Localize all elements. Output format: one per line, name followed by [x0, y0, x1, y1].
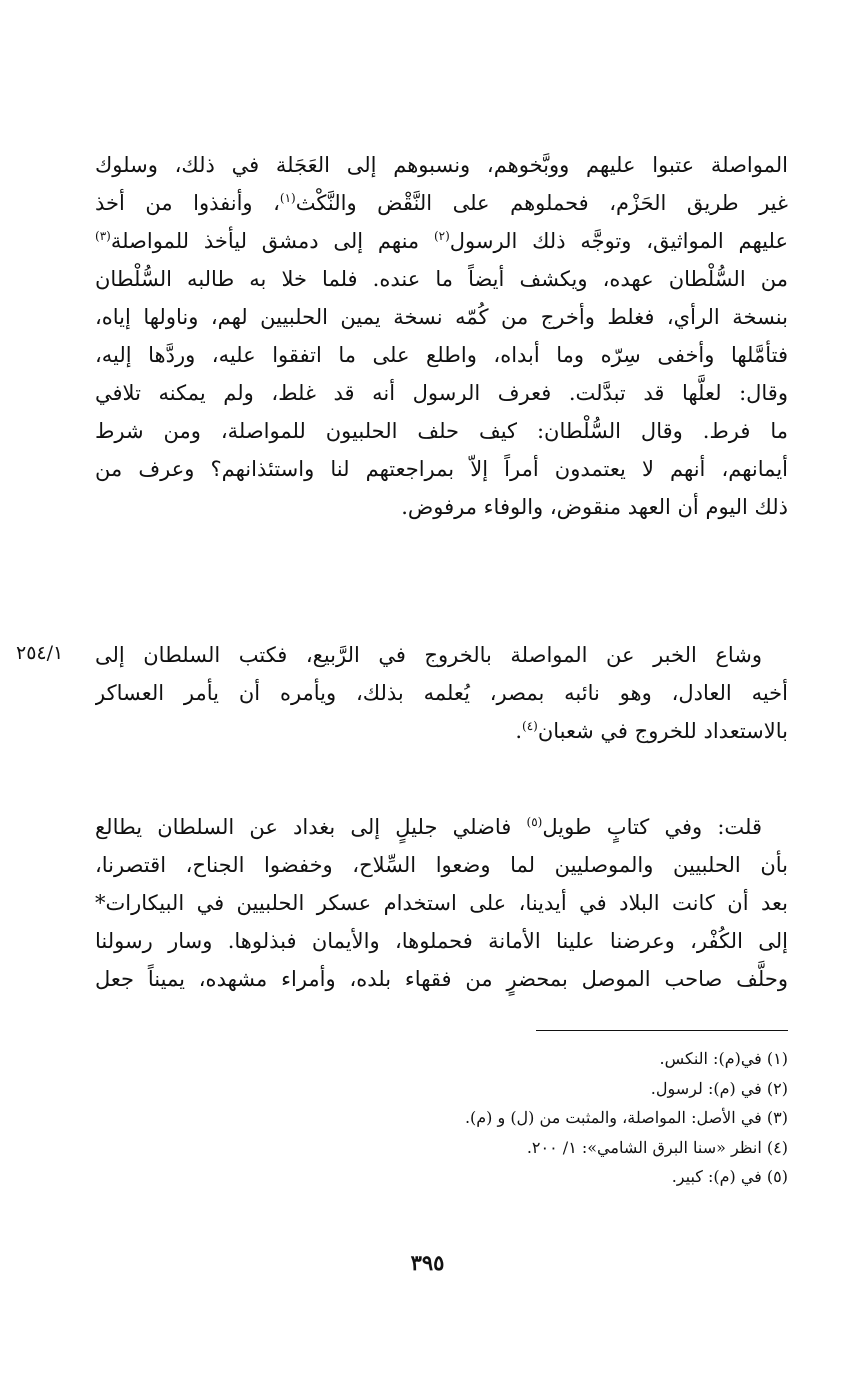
text-line: ذلك اليوم أن العهد منقوض، والوفاء مرفوض. [401, 495, 788, 519]
text-line: بأن الحلبيين والموصليين لما وضعوا السِّلاح، وخفضوا الجناح، اقتصرنا، [95, 853, 788, 877]
text-line: بعد أن كانت البلاد في أيدينا، على استخدام عسكر الحلبيين في البيكارات* [95, 891, 788, 915]
footnote-5: (٥) في (م): كبير. [671, 1167, 788, 1186]
text-line: فتأمَّلها وأخفى سِرّه وما أبداه، واطلع على ما اتفقوا عليه، وردَّها إليه، [95, 343, 788, 367]
text-line [95, 808, 788, 846]
margin-reference: ٢٥٤/١ [16, 642, 64, 664]
text-line: من السُّلْطان عهده، ويكشف أيضاً ما عنده. فلما خلا به طالبه السُّلْطان [95, 267, 788, 291]
text-line: وحلَّف صاحب الموصل بمحضرٍ من فقهاء بلده، وأمراء مشهده، يميناً جعل [95, 967, 788, 991]
footnote-ref-3: (٣) [95, 229, 111, 243]
text-segment: بالاستعداد للخروج في شعبان [537, 719, 788, 743]
paragraph-2 [95, 636, 788, 750]
text-segment: ، وأنفذوا من أخذ [95, 191, 280, 215]
footnote-ref-1: (١) [279, 191, 296, 205]
text-segment: عليهم المواثيق، وتوجَّه ذلك الرسول [449, 229, 788, 253]
text-line: وشاع الخبر عن المواصلة بالخروج في الرَّبيع، فكتب السلطان إلى [95, 643, 762, 667]
paragraph-3 [95, 808, 788, 998]
text-line [95, 184, 788, 222]
text-line: أخيه العادل، وهو نائبه بمصر، يُعلمه بذلك، ويأمره أن يأمر العساكر [95, 681, 788, 705]
text-line [95, 712, 788, 750]
text-line [95, 222, 788, 260]
footnote-ref-4: (٤) [522, 719, 538, 733]
footnote-3: (٣) في الأصل: المواصلة، والمثبت من (ل) و (م). [464, 1108, 788, 1127]
text-segment: فاضلي جليلٍ إلى بغداد عن السلطان يطالع [95, 815, 527, 839]
footnote-ref-5: (٥) [526, 815, 543, 829]
footnotes [95, 1044, 788, 1192]
page-number: ٣٩٥ [410, 1250, 445, 1275]
footnote-1: (١) في(م): النكس. [659, 1049, 788, 1068]
paragraph-1 [95, 146, 788, 526]
text-line: إلى الكُفْر، وعرضنا علينا الأمانة فحملوها، والأيمان فبذلوها. وسار رسولنا [95, 929, 788, 953]
text-segment: غير طريق الحَزْم، فحملوهم على النَّقْض والنَّكْث [295, 191, 788, 215]
text-segment: منهم إلى دمشق ليأخذ للمواصلة [110, 229, 434, 253]
text-line: أيمانهم، أنهم لا يعتمدون أمراً إلاّ بمراجعتهم لنا واستئذانهم؟ وعرف من [95, 457, 788, 481]
footnote-4: (٤) انظر «سنا البرق الشامي»: ١/ ٢٠٠. [526, 1137, 788, 1157]
text-line: بنسخة الرأي، فغلط وأخرج من كُمّه نسخة يمين الحلبيين لهم، وناولها إياه، [95, 305, 788, 329]
footnote-2: (٢) في (م): لرسول. [650, 1078, 788, 1098]
text-line: ما فرط. وقال السُّلْطان: كيف حلف الحلبيون للمواصلة، ومن شرط [95, 419, 788, 443]
text-line: المواصلة عتبوا عليهم ووبَّخوهم، ونسبوهم إلى العَجَلة في ذلك، وسلوك [95, 153, 788, 177]
text-segment: . [515, 719, 523, 743]
footnote-separator [536, 1030, 788, 1031]
text-segment: قلت: وفي كتابٍ طويل [542, 815, 762, 839]
text-line: وقال: لعلَّها قد تبدَّلت. فعرف الرسول أنه قد غلط، ولم يمكنه تلافي [95, 381, 788, 405]
footnote-ref-2: (٢) [433, 229, 450, 243]
